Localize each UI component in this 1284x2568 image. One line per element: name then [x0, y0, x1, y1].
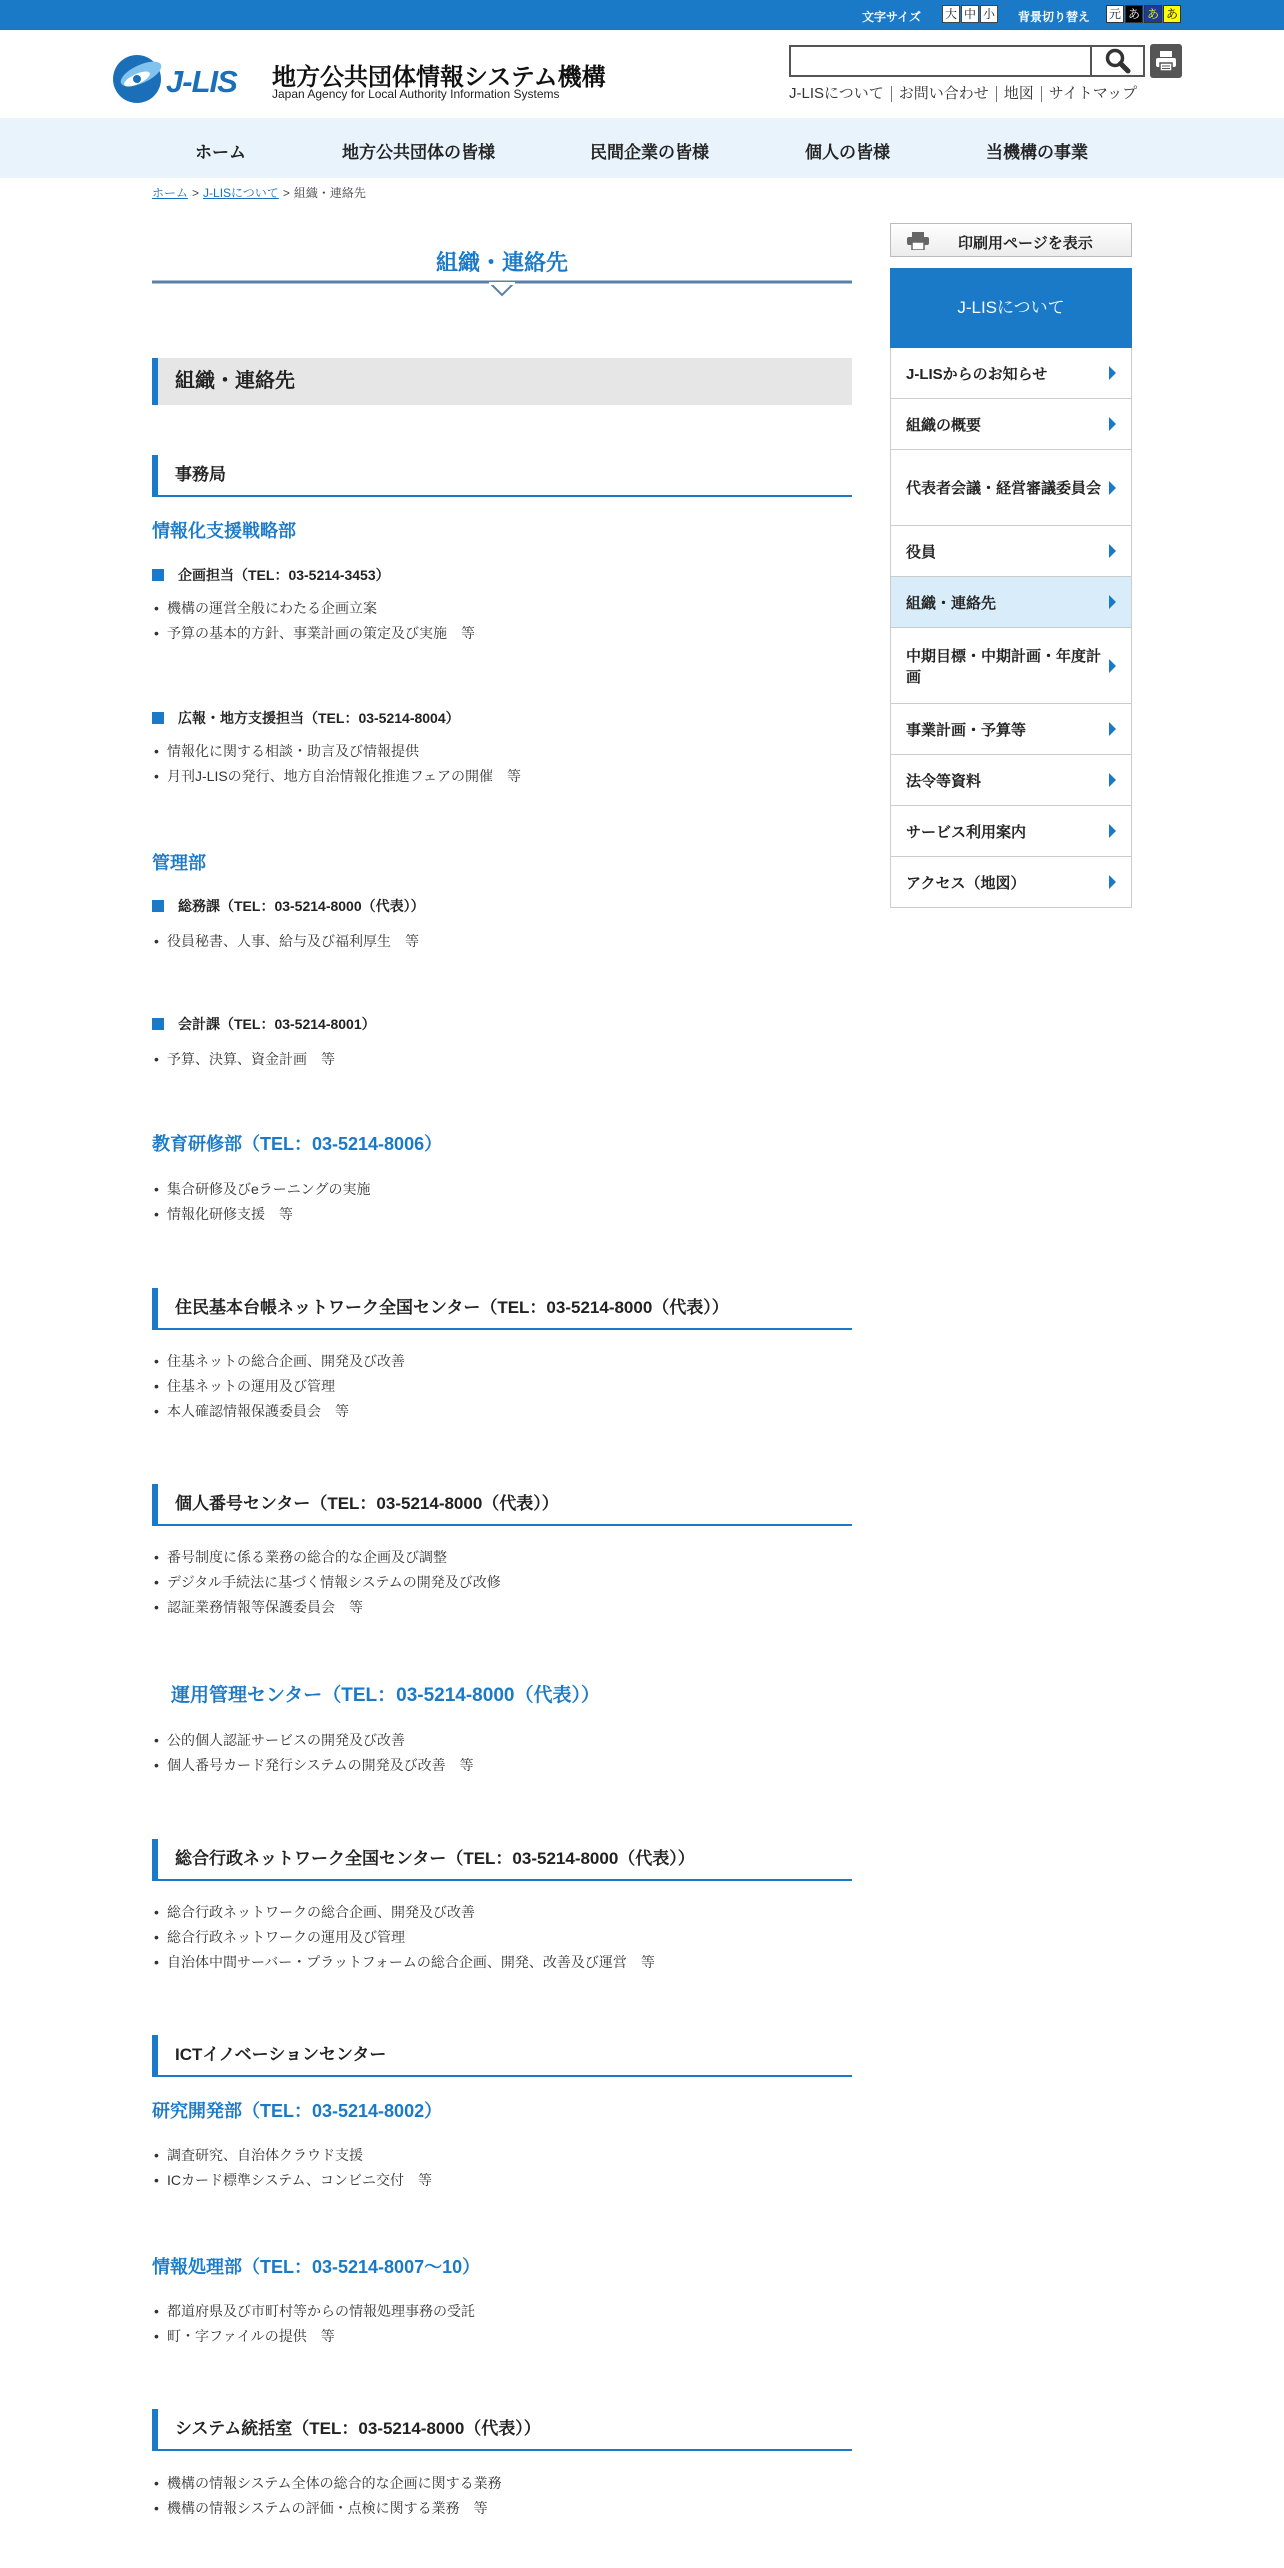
- breadcrumb-current: 組織・連絡先: [293, 186, 366, 200]
- sidebar-menu: [890, 348, 1132, 908]
- nav-individual[interactable]: 個人の皆様: [805, 143, 890, 162]
- sidebar-item-laws[interactable]: 法令等資料: [891, 755, 1131, 806]
- bg-switcher: [1106, 5, 1182, 23]
- search-icon: [1105, 48, 1131, 74]
- print-page-button[interactable]: [890, 223, 1132, 257]
- list-item: • 情報化に関する相談・助言及び情報提供: [152, 739, 521, 764]
- unit-heading: 会計課（TEL：03-5214-8001）: [152, 1014, 376, 1034]
- triangle-right-icon: [1109, 659, 1116, 673]
- link-map[interactable]: 地図: [996, 86, 1041, 102]
- duty-list: [152, 1728, 474, 1778]
- sidebar-item-services[interactable]: サービス利用案内: [891, 806, 1131, 857]
- unit-heading: 企画担当（TEL：03-5214-3453）: [152, 565, 390, 585]
- triangle-right-icon: [1109, 481, 1116, 495]
- font-size-large-button[interactable]: 大: [942, 5, 960, 23]
- triangle-right-icon: [1109, 544, 1116, 558]
- list-item: • 公的個人認証サービスの開発及び改善: [152, 1728, 474, 1753]
- utility-bar: [0, 0, 1284, 30]
- font-size-label: 文字サイズ: [862, 10, 922, 24]
- sidebar-heading[interactable]: J-LISについて: [890, 268, 1132, 348]
- duty-list: [152, 929, 419, 954]
- search-input[interactable]: [789, 45, 1092, 77]
- list-item: • 個人番号カード発行システムの開発及び改善 等: [152, 1753, 474, 1778]
- heading-system-office: システム統括室（TEL：03-5214-8000（代表））: [152, 2409, 852, 2451]
- utility-links: [789, 86, 1144, 102]
- list-item: • 町・字ファイルの提供 等: [152, 2324, 475, 2349]
- triangle-right-icon: [1109, 595, 1116, 609]
- list-item: • 予算、決算、資金計画 等: [152, 1047, 335, 1072]
- dept-heading: 管理部: [152, 853, 206, 873]
- duty-list: [152, 2471, 502, 2521]
- list-item: • 集合研修及びeラーニングの実施: [152, 1177, 371, 1202]
- org-name-jp[interactable]: 地方公共団体情報システム機構: [272, 64, 606, 91]
- logo-text[interactable]: J-LIS: [166, 64, 237, 99]
- list-item: • 住基ネットの総合企画、開発及び改善: [152, 1349, 405, 1374]
- list-item: • 総合行政ネットワークの総合企画、開発及び改善: [152, 1900, 655, 1925]
- list-item: • 情報化研修支援 等: [152, 1202, 371, 1227]
- dept-heading: 情報処理部（TEL：03-5214-8007～10）: [152, 2257, 481, 2277]
- triangle-right-icon: [1109, 773, 1116, 787]
- dept-heading: 教育研修部（TEL：03-5214-8006）: [152, 1134, 443, 1154]
- bg-switch-label: 背景切り替え: [1018, 10, 1091, 24]
- list-item: • 役員秘書、人事、給与及び福利厚生 等: [152, 929, 419, 954]
- triangle-right-icon: [1109, 417, 1116, 431]
- print-page-label: 印刷用ページを表示: [958, 235, 1093, 252]
- duty-list: [152, 596, 475, 646]
- duty-list: [152, 739, 521, 789]
- duty-list: [152, 1900, 655, 1975]
- heading-jimukyoku: 事務局: [152, 455, 852, 497]
- sidebar-item-overview[interactable]: 組織の概要: [891, 399, 1131, 450]
- duty-list: [152, 1349, 405, 1424]
- breadcrumb-home[interactable]: ホーム: [152, 186, 189, 200]
- list-item: • 認証業務情報等保護委員会 等: [152, 1595, 501, 1620]
- list-item: • 番号制度に係る業務の総合的な企画及び調整: [152, 1545, 501, 1570]
- list-item: • 都道府県及び市町村等からの情報処理事務の受託: [152, 2299, 475, 2324]
- list-item: • 月刊J-LISの発行、地方自治情報化推進フェアの開催 等: [152, 764, 521, 789]
- duty-list: [152, 1545, 501, 1620]
- site-header: [0, 30, 1284, 118]
- list-item: • 自治体中間サーバー・プラットフォームの総合企画、開発、改善及び運営 等: [152, 1950, 655, 1975]
- list-item: • 本人確認情報保護委員会 等: [152, 1399, 405, 1424]
- title-underline: [152, 280, 852, 298]
- triangle-right-icon: [1109, 366, 1116, 380]
- breadcrumb-about[interactable]: J-LISについて: [203, 186, 279, 200]
- sidebar-item-budget[interactable]: 事業計画・予算等: [891, 704, 1131, 755]
- square-bullet-icon: [152, 900, 164, 912]
- list-item: • 機構の運営全般にわたる企画立案: [152, 596, 475, 621]
- square-bullet-icon: [152, 1018, 164, 1030]
- print-button[interactable]: [1150, 44, 1182, 78]
- list-item: • 住基ネットの運用及び管理: [152, 1374, 405, 1399]
- square-bullet-icon: [152, 712, 164, 724]
- link-sitemap[interactable]: サイトマップ: [1041, 86, 1144, 102]
- sidebar-item-officers[interactable]: 役員: [891, 526, 1131, 577]
- list-item: • 機構の情報システム全体の総合的な企画に関する業務: [152, 2471, 502, 2496]
- unit-heading: 総務課（TEL：03-5214-8000（代表））: [152, 896, 425, 916]
- dept-heading: 情報化支援戦略部: [152, 521, 296, 541]
- heading-sogo-center: 総合行政ネットワーク全国センター（TEL：03-5214-8000（代表））: [152, 1839, 852, 1881]
- sidebar-item-organization[interactable]: 組織・連絡先: [891, 577, 1131, 628]
- nav-home[interactable]: ホーム: [195, 143, 246, 162]
- bg-default-button[interactable]: 元: [1106, 5, 1124, 23]
- font-size-switcher: [942, 5, 999, 23]
- list-item: • デジタル手続法に基づく情報システムの開発及び改修: [152, 1570, 501, 1595]
- triangle-right-icon: [1109, 722, 1116, 736]
- duty-list: [152, 1177, 371, 1227]
- bg-black-button[interactable]: あ: [1125, 5, 1143, 23]
- duty-list: [152, 1047, 335, 1072]
- nav-business[interactable]: 当機構の事業: [986, 143, 1088, 162]
- font-size-small-button[interactable]: 小: [980, 5, 998, 23]
- sidebar-item-access[interactable]: アクセス（地図）: [891, 857, 1131, 908]
- search-button[interactable]: [1090, 45, 1145, 77]
- page-title: 組織・連絡先: [435, 250, 568, 275]
- heading-kojin-center: 個人番号センター（TEL：03-5214-8000（代表））: [152, 1484, 852, 1526]
- sidebar-item-news[interactable]: J-LISからのお知らせ: [891, 348, 1131, 399]
- printer-icon: [907, 232, 929, 250]
- font-size-medium-button[interactable]: 中: [961, 5, 979, 23]
- list-item: • 予算の基本的方針、事業計画の策定及び実施 等: [152, 621, 475, 646]
- list-item: • ICカード標準システム、コンビニ交付 等: [152, 2168, 432, 2193]
- duty-list: [152, 2143, 432, 2193]
- list-item: • 機構の情報システムの評価・点検に関する業務 等: [152, 2496, 502, 2521]
- triangle-right-icon: [1109, 824, 1116, 838]
- sidebar-item-council[interactable]: 代表者会議・経営審議委員会: [891, 450, 1131, 526]
- link-contact[interactable]: お問い合わせ: [891, 86, 996, 102]
- list-item: • 総合行政ネットワークの運用及び管理: [152, 1925, 655, 1950]
- sidebar-item-plans[interactable]: 中期目標・中期計画・年度計画: [891, 628, 1131, 704]
- nav-local-gov[interactable]: 地方公共団体の皆様: [342, 143, 495, 162]
- heading-unyo-center: 運用管理センター（TEL：03-5214-8000（代表））: [171, 1685, 600, 1706]
- global-nav: [0, 118, 1284, 178]
- org-name-en: Japan Agency for Local Authority Information Systems: [272, 87, 560, 101]
- printer-icon: [1154, 49, 1178, 73]
- unit-heading: 広報・地方支援担当（TEL：03-5214-8004）: [152, 708, 460, 728]
- section-heading: 組織・連絡先: [152, 358, 852, 405]
- breadcrumb: [152, 184, 366, 201]
- breadcrumb-separator: >: [282, 186, 290, 200]
- duty-list: [152, 2299, 475, 2349]
- bg-yellow-button[interactable]: あ: [1163, 5, 1181, 23]
- heading-juki-center: 住民基本台帳ネットワーク全国センター（TEL：03-5214-8000（代表））: [152, 1288, 852, 1330]
- link-about[interactable]: J-LISについて: [789, 85, 884, 102]
- triangle-right-icon: [1109, 875, 1116, 889]
- nav-private[interactable]: 民間企業の皆様: [590, 143, 709, 162]
- jlis-logo-icon[interactable]: [107, 52, 169, 104]
- list-item: • 調査研究、自治体クラウド支援: [152, 2143, 432, 2168]
- dept-heading: 研究開発部（TEL：03-5214-8002）: [152, 2101, 443, 2121]
- bg-blue-button[interactable]: あ: [1144, 5, 1162, 23]
- square-bullet-icon: [152, 569, 164, 581]
- heading-ict-center: ICTイノベーションセンター: [152, 2035, 852, 2077]
- breadcrumb-separator: >: [192, 186, 200, 200]
